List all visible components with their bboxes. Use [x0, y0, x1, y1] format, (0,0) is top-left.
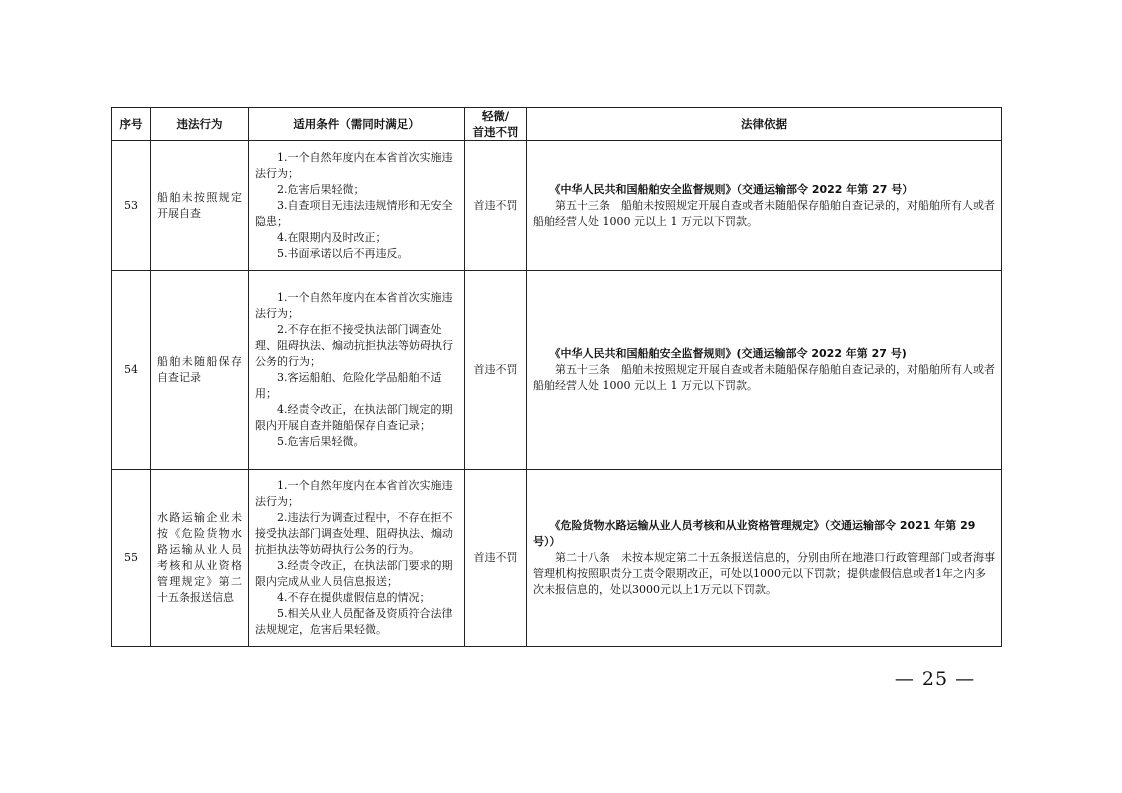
law-title: 《中华人民共和国船舶安全监督规则》(交通运输部令 2022 年第 27 号)	[549, 347, 907, 360]
row-seq: 53	[112, 141, 151, 271]
condition-item: 1.一个自然年度内在本省首次实施违法行为；	[255, 150, 453, 180]
row-penalty: 首违不罚	[465, 470, 527, 647]
table-row	[112, 141, 1002, 271]
row-penalty: 首违不罚	[465, 141, 527, 271]
header-penalty-line2: 首违不罚	[472, 125, 519, 139]
row-basis	[527, 271, 1002, 470]
header-violation: 违法行为	[151, 108, 249, 141]
condition-item: 1.一个自然年度内在本省首次实施违法行为；	[255, 479, 453, 508]
row-conditions	[249, 470, 465, 647]
condition-item: 3.自查项目无违法违规情形和无安全隐患；	[255, 198, 453, 228]
condition-item: 2.危害后果轻微；	[277, 182, 365, 196]
law-text: 第二十八条 未按本规定第二十五条报送信息的，分别由所在地港口行政管理部门或者海事管理机构按照职责分工责令限期改正，可处以1000元以下罚款；提供虚假信息或者1年之内多次未报信息的，处以3000元以上1万元以下罚款。	[533, 551, 995, 596]
law-text: 第五十三条 船舶未按照规定开展自查或者未随船保存船舶自查记录的，对船舶所有人或者船舶经营人处 1000 元以上 1 万元以下罚款。	[533, 363, 995, 392]
condition-item: 3.经责令改正，在执法部门要求的期限内完成从业人员信息报送；	[255, 559, 453, 588]
table-row	[112, 470, 1002, 647]
condition-item: 4.经责令改正，在执法部门规定的期限内开展自查并随船保存自查记录；	[255, 403, 453, 432]
condition-item: 4.在限期内及时改正；	[277, 230, 387, 244]
condition-item: 5.相关从业人员配备及资质符合法律法规规定，危害后果轻微。	[255, 607, 453, 636]
condition-item: 2.违法行为调查过程中，不存在拒不接受执法部门调查处理、阻碍执法、煽动抗拒执法等妨碍执行公务的行为。	[255, 511, 453, 556]
condition-item: 1.一个自然年度内在本省首次实施违法行为；	[255, 291, 453, 320]
condition-item: 4.不存在提供虚假信息的情况；	[277, 591, 431, 604]
row-conditions	[249, 271, 465, 470]
legal-basis-table	[111, 107, 1002, 647]
page-number: — 25 —	[894, 668, 976, 690]
row-violation: 船舶未按照规定开展自查	[151, 141, 249, 271]
table-header-row	[112, 108, 1002, 141]
law-text: 第五十三条 船舶未按照规定开展自查或者未随船保存船舶自查记录的，对船舶所有人或者船舶经营人处 1000 元以上 1 万元以下罚款。	[533, 198, 995, 228]
condition-item: 2.不存在拒不接受执法部门调查处理、阻碍执法、煽动抗拒执法等妨碍执行公务的行为；	[255, 323, 453, 368]
row-penalty: 首违不罚	[465, 271, 527, 470]
table-row	[112, 271, 1002, 470]
condition-item: 3.客运船舶、危险化学品船舶不适用；	[255, 371, 442, 400]
row-violation: 水路运输企业未按《危险货物水路运输从业人员考核和从业资格管理规定》第二十五条报送信息	[151, 470, 249, 647]
row-seq: 55	[112, 470, 151, 647]
law-title: 《中华人民共和国船舶安全监督规则》（交通运输部令 2022 年第 27 号）	[549, 182, 914, 196]
header-seq: 序号	[112, 108, 151, 141]
header-conditions: 适用条件（需同时满足）	[249, 108, 465, 141]
row-violation: 船舶未随船保存自查记录	[151, 271, 249, 470]
law-title: 《危险货物水路运输从业人员考核和从业资格管理规定》（交通运输部令 2021 年第 29 号））	[533, 519, 976, 548]
header-penalty-line1: 轻微/	[481, 109, 510, 123]
header-penalty	[465, 108, 527, 141]
condition-item: 5.危害后果轻微。	[277, 435, 365, 448]
header-basis: 法律依据	[527, 108, 1002, 141]
row-conditions	[249, 141, 465, 271]
row-basis	[527, 470, 1002, 647]
row-seq: 54	[112, 271, 151, 470]
row-basis	[527, 141, 1002, 271]
condition-item: 5.书面承诺以后不再违反。	[277, 246, 409, 260]
